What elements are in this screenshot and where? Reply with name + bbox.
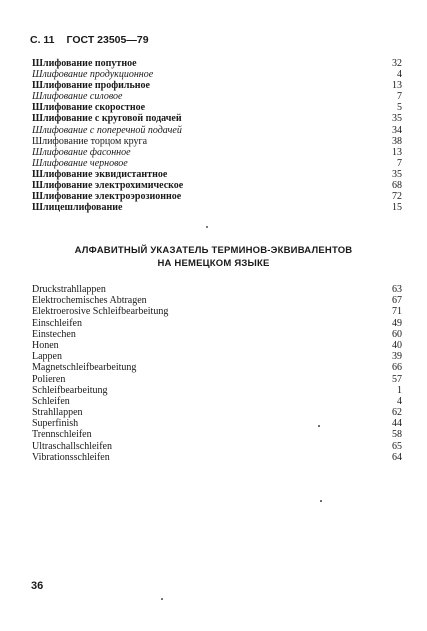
- header-standard: ГОСТ 23505—79: [66, 34, 149, 46]
- index-entry: [32, 147, 402, 158]
- index-page-ref: 32: [392, 58, 402, 69]
- index-page-ref: 65: [392, 440, 402, 452]
- index-term: Шлифование силовое: [32, 91, 123, 103]
- index-term: Honen: [32, 339, 59, 351]
- index-page-ref: 35: [392, 168, 402, 180]
- running-header: [30, 34, 149, 46]
- index-entry: [32, 191, 402, 202]
- index-page-ref: 13: [392, 80, 402, 92]
- scan-speck: [206, 226, 208, 228]
- index-term: Elektrochemisches Abtragen: [32, 295, 147, 307]
- index-entry: [32, 125, 402, 136]
- scan-speck: [161, 598, 163, 600]
- index-entry: [32, 169, 402, 180]
- index-term: Шлифование с поперечной подачей: [32, 124, 182, 136]
- index-page-ref: 39: [392, 351, 402, 363]
- index-term: Шлифование профильное: [32, 80, 150, 92]
- index-entry: [32, 202, 402, 213]
- index-term: Schleifbearbeitung: [32, 384, 108, 396]
- index-term: Шлифование эквидистантное: [32, 168, 168, 180]
- index-page-ref: 1: [397, 384, 402, 396]
- index-page-ref: 13: [392, 146, 402, 158]
- index-page-ref: 7: [397, 91, 402, 103]
- index-page-ref: 58: [392, 429, 402, 441]
- index-term: Magnetschleifbearbeitung: [32, 362, 137, 374]
- index-page-ref: 64: [392, 451, 402, 463]
- section-title-line1: АЛФАВИТНЫЙ УКАЗАТЕЛЬ ТЕРМИНОВ-ЭКВИВАЛЕНТОВ: [74, 245, 353, 256]
- index-entry: [32, 91, 402, 102]
- header-page-label: С. 11: [30, 34, 55, 46]
- index-term: Шлифование с круговой подачей: [32, 113, 182, 125]
- index-entry: [32, 340, 402, 351]
- index-entry: [32, 351, 402, 362]
- index-term: Шлифование черновое: [32, 157, 128, 169]
- index-term: Einstechen: [32, 328, 76, 340]
- index-term: Vibrationsschleifen: [32, 451, 110, 463]
- index-entry: [32, 295, 402, 306]
- index-entry: [32, 180, 402, 191]
- index-entry: [32, 407, 402, 418]
- index-term: Ultraschallschleifen: [32, 440, 112, 452]
- index-entry: [32, 318, 402, 329]
- index-entry: [32, 418, 402, 429]
- index-entry: [32, 452, 402, 463]
- section-title-line2: НА НЕМЕЦКОМ ЯЗЫКЕ: [157, 258, 270, 269]
- index-entry: [32, 429, 402, 440]
- index-entry: [32, 329, 402, 340]
- index-term: Superfinish: [32, 418, 79, 430]
- russian-term-index: [32, 58, 402, 213]
- index-entry: [32, 80, 402, 91]
- index-page-ref: 63: [392, 284, 402, 295]
- index-term: Шлифование электроэрозионное: [32, 191, 182, 203]
- index-term: Шлифование скоростное: [32, 102, 146, 114]
- index-entry: [32, 396, 402, 407]
- index-page-ref: 72: [392, 191, 402, 203]
- index-term: Polieren: [32, 373, 66, 385]
- index-term: Шлифование продукционное: [32, 69, 154, 81]
- index-page-ref: 4: [397, 395, 402, 407]
- index-entry: [32, 58, 402, 69]
- index-page-ref: 34: [392, 124, 402, 136]
- index-page-ref: 7: [397, 157, 402, 169]
- index-page-ref: 38: [392, 135, 402, 147]
- index-page-ref: 4: [397, 69, 402, 81]
- index-page-ref: 66: [392, 362, 402, 374]
- index-term: Elektroerosive Schleifbearbeitung: [32, 306, 169, 318]
- index-term: Trennschleifen: [32, 429, 92, 441]
- index-term: Schleifen: [32, 395, 70, 407]
- index-term: Druckstrahllappen: [32, 284, 106, 295]
- page-number: 36: [31, 580, 44, 592]
- index-page-ref: 57: [392, 373, 402, 385]
- index-page-ref: 5: [397, 102, 402, 114]
- index-page-ref: 15: [392, 202, 402, 214]
- index-page-ref: 71: [392, 306, 402, 318]
- index-entry: [32, 158, 402, 169]
- index-entry: [32, 441, 402, 452]
- index-term: Шлифование торцом круга: [32, 135, 148, 147]
- index-page-ref: 62: [392, 407, 402, 419]
- scan-speck: [320, 500, 322, 502]
- index-entry: [32, 284, 402, 295]
- index-entry: [32, 113, 402, 124]
- index-term: Strahllappen: [32, 407, 83, 419]
- index-term: Lappen: [32, 351, 62, 363]
- index-term: Шлифование попутное: [32, 58, 137, 69]
- index-entry: [32, 69, 402, 80]
- index-entry: [32, 374, 402, 385]
- index-page-ref: 60: [392, 328, 402, 340]
- index-page-ref: 44: [392, 418, 402, 430]
- index-page-ref: 49: [392, 317, 402, 329]
- index-entry: [32, 362, 402, 373]
- index-term: Einschleifen: [32, 317, 82, 329]
- index-page-ref: 35: [392, 113, 402, 125]
- index-entry: [32, 385, 402, 396]
- index-term: Шлифование электрохимическое: [32, 180, 184, 192]
- index-term: Шлифование фасонное: [32, 146, 131, 158]
- index-entry: [32, 136, 402, 147]
- scan-speck: [318, 425, 320, 427]
- index-page-ref: 40: [392, 339, 402, 351]
- index-entry: [32, 102, 402, 113]
- german-term-index: [32, 284, 402, 463]
- index-page-ref: 67: [392, 295, 402, 307]
- index-entry: [32, 306, 402, 317]
- index-term: Шлицешлифование: [32, 202, 123, 214]
- index-page-ref: 68: [392, 180, 402, 192]
